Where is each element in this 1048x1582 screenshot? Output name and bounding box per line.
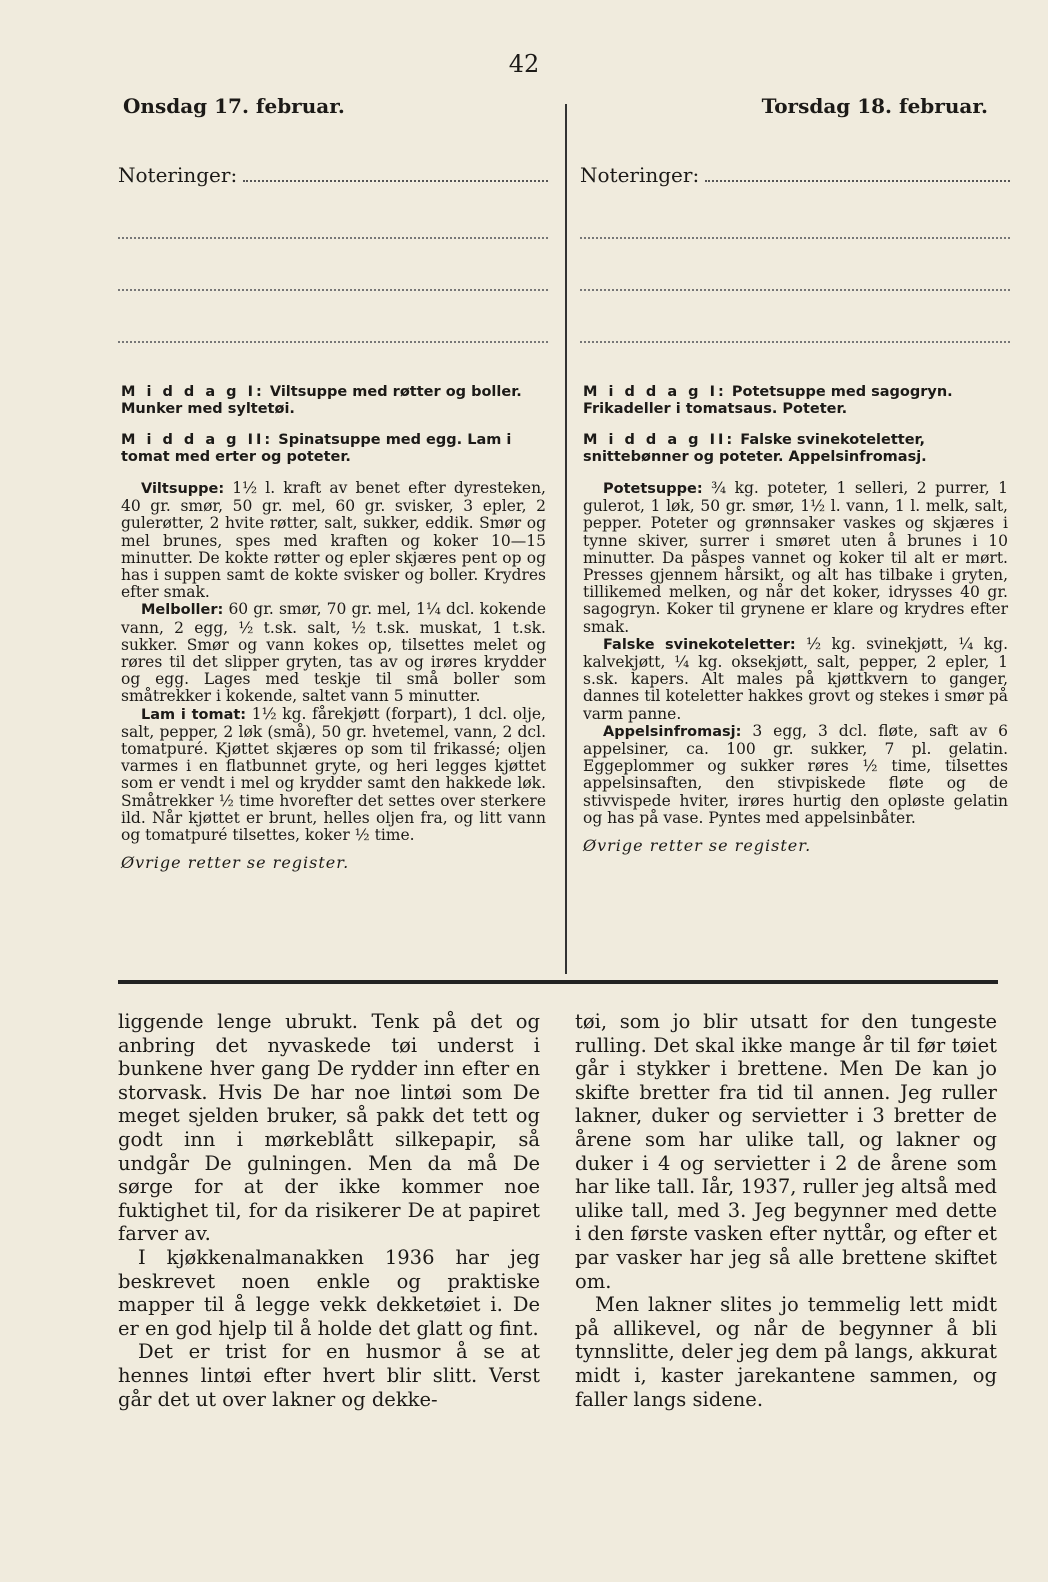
recipe-text: 60 gr. smør, 70 gr. mel, 1¼ dcl. kokende vann, 2 egg, ½ t.sk. salt, ½ t.sk. muskat, 1 t.sk. sukker. Smør og vann kokes op, tilsettes melet og røres til det slipper gryten, tas av og irøres krydder og egg. Lages med teskje til små boller som småtrekker i kokende, saltet vann 5 minutter. [121, 600, 546, 706]
dotted-line [118, 341, 548, 343]
article-column-right [575, 1010, 997, 1411]
recipe-lam-i-tomat [121, 706, 546, 845]
dotted-line [580, 341, 1010, 343]
recipe-title: Potetsuppe: [603, 481, 703, 497]
menu-label: M i d d a g I: [121, 384, 265, 400]
dinner-menu-2 [121, 432, 546, 466]
recipe-title: Melboller: [141, 602, 224, 619]
dotted-line [243, 168, 548, 182]
menu-text: Viltsuppe med røtter og boller. Munker med syltetøi. [121, 384, 522, 417]
date-right: Torsdag 18. februar. [761, 94, 988, 118]
article-paragraph: I kjøkkenalmanakken 1936 har jeg beskrevet noen enkle og praktiske mapper til å legge vekk dekketøiet i. De er en god hjelp til å holde det glatt og fint. [118, 1245, 540, 1340]
recipe-text: 1½ kg. fårekjøtt (forpart), 1 dcl. olje, salt, pepper, 2 løk (små), 50 gr. hvetemel, vann, 2 dcl. tomatpuré. Kjøttet skjæres op som til frikassé; oljen varmes i en flatbunnet gryte, og heri legges kjøttet som er vendt i mel og krydder samt den hakkede løk. Småtrekker ½ time hvorefter det settes over sterkere ild. Når kjøttet er brunt, helles oljen fra, og litt vann og tomatpuré tilsettes, koker ½ time. [121, 704, 546, 845]
recipe-text: 3 egg, 3 dcl. fløte, saft av 6 appelsiner, ca. 100 gr. sukker, 7 pl. gelatin. Eggeplommer og sukker røres ½ time, tilsettes appelsinsaften, den stivpiskede fløte og de stivvispede hviter, irøres hurtig den opløste gelatin og has på vase. Pyntes med appelsinbåter. [583, 721, 1008, 827]
dinner-menu-1 [583, 384, 1008, 418]
recipe-text: 1½ l. kraft av benet efter dyresteken, 40 gr. smør, 50 gr. mel, 60 gr. svisker, 3 epler, 2 gulerøtter, 2 hvite røtter, salt, sukker, eddik. Smør og mel brunes, spes med kraften og koker 10—15 minutter. De kokte røtter og epler skjæres pent op og has i suppen samt de kokte svisker og boller. Krydres efter smak. [121, 479, 546, 602]
page-number: 42 [508, 50, 540, 78]
register-note: Øvrige retter se register. [121, 853, 350, 873]
dotted-line [705, 168, 1010, 182]
menu-label: M i d d a g I: [583, 384, 727, 400]
recipe-title: Lam i tomat: [141, 706, 247, 723]
recipe-falske-svinekoteletter [583, 636, 1008, 723]
article-paragraph: Men lakner slites jo temmelig lett midt på allikevel, og når de begynner å bli tynnslitte, deler jeg dem på langs, akkurat midt i, kaster jarekantene sammen, og faller langs sidene. [575, 1293, 997, 1411]
menu-text: Potetsuppe med sagogryn. Frikadeller i tomatsaus. Poteter. [583, 384, 953, 417]
dinner-menu-2 [583, 432, 1008, 466]
notes-left [118, 163, 548, 343]
recipe-title: Appelsinfromasj: [603, 723, 742, 740]
recipe-text: ½ kg. svinekjøtt, ¼ kg. kalvekjøtt, ¼ kg. oksekjøtt, salt, pepper, 2 epler, 1 s.sk. kapers. Alt males på kjøttkvern to ganger, dannes til koteletter hakkes grovt og stekes i smør på varm panne. [583, 634, 1008, 723]
menu-label: M i d d a g II: [583, 432, 736, 448]
column-divider [565, 104, 567, 974]
dotted-line [118, 289, 548, 291]
section-divider [118, 980, 998, 984]
recipe-viltsuppe [121, 480, 546, 601]
dinner-menu-1 [121, 384, 546, 418]
menu-column-right [583, 384, 1008, 854]
notes-label-right [580, 163, 1010, 187]
article-paragraph: Det er trist for en husmor å se at hennes lintøi efter hvert blir slitt. Verst går det ut over lakner og dekke- [118, 1340, 540, 1411]
recipe-potetsuppe [583, 480, 1008, 636]
menu-text: Spinatsuppe med egg. Lam i tomat med erter og poteter. [121, 432, 512, 465]
dotted-line [580, 237, 1010, 239]
article-paragraph: tøi, som jo blir utsatt for den tungeste rulling. Det skal ikke mange år til før tøiet går i stykker i brettene. Men De kan jo skifte bretter fra tid til annen. Jeg ruller lakner, duker og servietter i 3 bretter de årene som har ulike tall, og lakner og duker i 4 og servietter i 2 de årene som har like tall. Iår, 1937, ruller jeg altså med ulike tall, med 3. Jeg begynner med dette i den første vasken efter nyttår, og efter et par vasker har jeg så alle brettene skiftet om. [575, 1010, 997, 1293]
notes-label-text: Noteringer: [118, 163, 238, 187]
article-column-left [118, 1010, 540, 1411]
recipe-melboller [121, 601, 546, 705]
menu-label: M i d d a g II: [121, 432, 274, 448]
dotted-line [580, 289, 1010, 291]
register-note: Øvrige retter se register. [583, 836, 812, 856]
recipe-appelsinfromasj [583, 723, 1008, 827]
notes-label-text: Noteringer: [580, 163, 700, 187]
recipe-title: Falske svinekoteletter: [603, 636, 796, 653]
menu-column-left [121, 384, 546, 871]
recipe-title: Viltsuppe: [141, 481, 225, 497]
menu-text: Falske svinekoteletter, snittebønner og poteter. Appelsinfromasj. [583, 432, 927, 465]
recipe-text: ¾ kg. poteter, 1 selleri, 2 purrer, 1 gulerot, 1 løk, 50 gr. smør, 1½ l. vann, 1 l. melk, salt, pepper. Poteter og grønnsaker vaskes og skjæres i tynne skiver, surrer i smøret uten å brunes i 10 minutter. Da påspes vannet og koker til alt er mørt. Presses gjennem hårsikt, og alt has tilbake i gryten, tillikemed melken, og når det koker, idrysses 40 gr. sagogryn. Koker til grynene er klare og krydres efter smak. [583, 479, 1008, 636]
article-paragraph: liggende lenge ubrukt. Tenk på det og anbring det nyvaskede tøi underst i bunkene hver gang De rydder inn efter en storvask. Hvis De har noe lintøi som De meget sjelden bruker, så pakk det tett og godt inn i mørkeblått silkepapir, så undgår De gulningen. Men da må De sørge for at der ikke kommer noe fuktighet til, for da risikerer De at papiret farver av. [118, 1010, 540, 1246]
date-left: Onsdag 17. februar. [123, 94, 345, 118]
notes-right [580, 163, 1010, 343]
notes-label-left [118, 163, 548, 187]
dotted-line [118, 237, 548, 239]
